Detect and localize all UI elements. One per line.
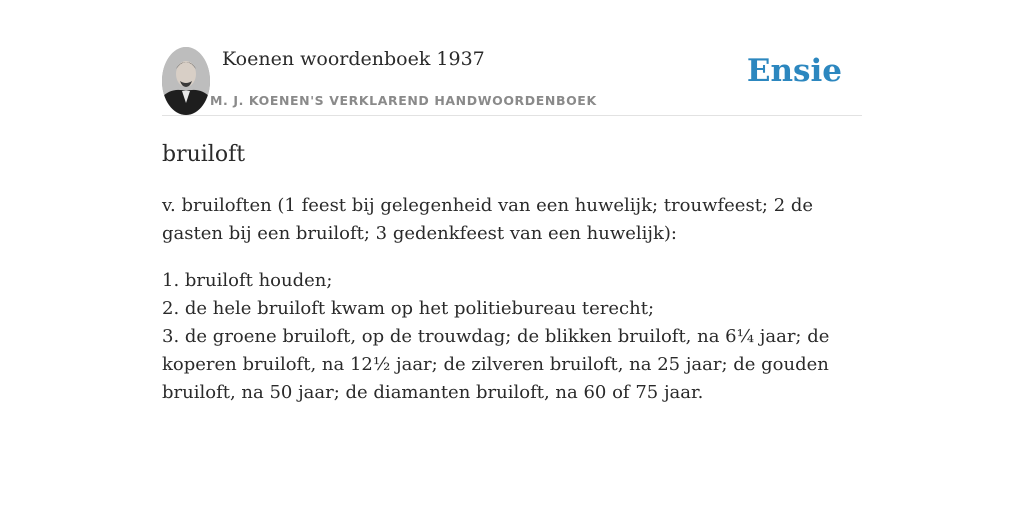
author-portrait-icon	[162, 47, 210, 115]
example-item: 1. bruiloft houden;	[162, 270, 333, 291]
entry-examples	[162, 267, 862, 407]
example-item: 2. de hele bruiloft kwam op het politiebureau terecht;	[162, 298, 655, 319]
entry-definition: v. bruiloften (1 feest bij gelegenheid van een huwelijk; trouwfeest; 2 de gasten bij een bruiloft; 3 gedenkfeest van een huwelijk):	[162, 195, 814, 244]
entry-content	[162, 192, 862, 407]
dictionary-header	[162, 46, 862, 116]
example-item: 3. de groene bruiloft, op de trouwdag; de blikken bruiloft, na 6¼ jaar; de koperen bruiloft, na 12½ jaar; de zilveren bruiloft, na 25 jaar; de gouden bruiloft, na 50 jaar; de diamanten bruiloft, na 60 of 75 jaar.	[162, 326, 830, 403]
ensie-logo-link[interactable]: Ensie	[746, 53, 842, 89]
book-subtitle: M. J. KOENEN'S VERKLAREND HANDWOORDENBOEK	[210, 93, 597, 108]
entry-headword: bruiloft	[162, 142, 246, 167]
book-title: Koenen woordenboek 1937	[222, 48, 485, 70]
